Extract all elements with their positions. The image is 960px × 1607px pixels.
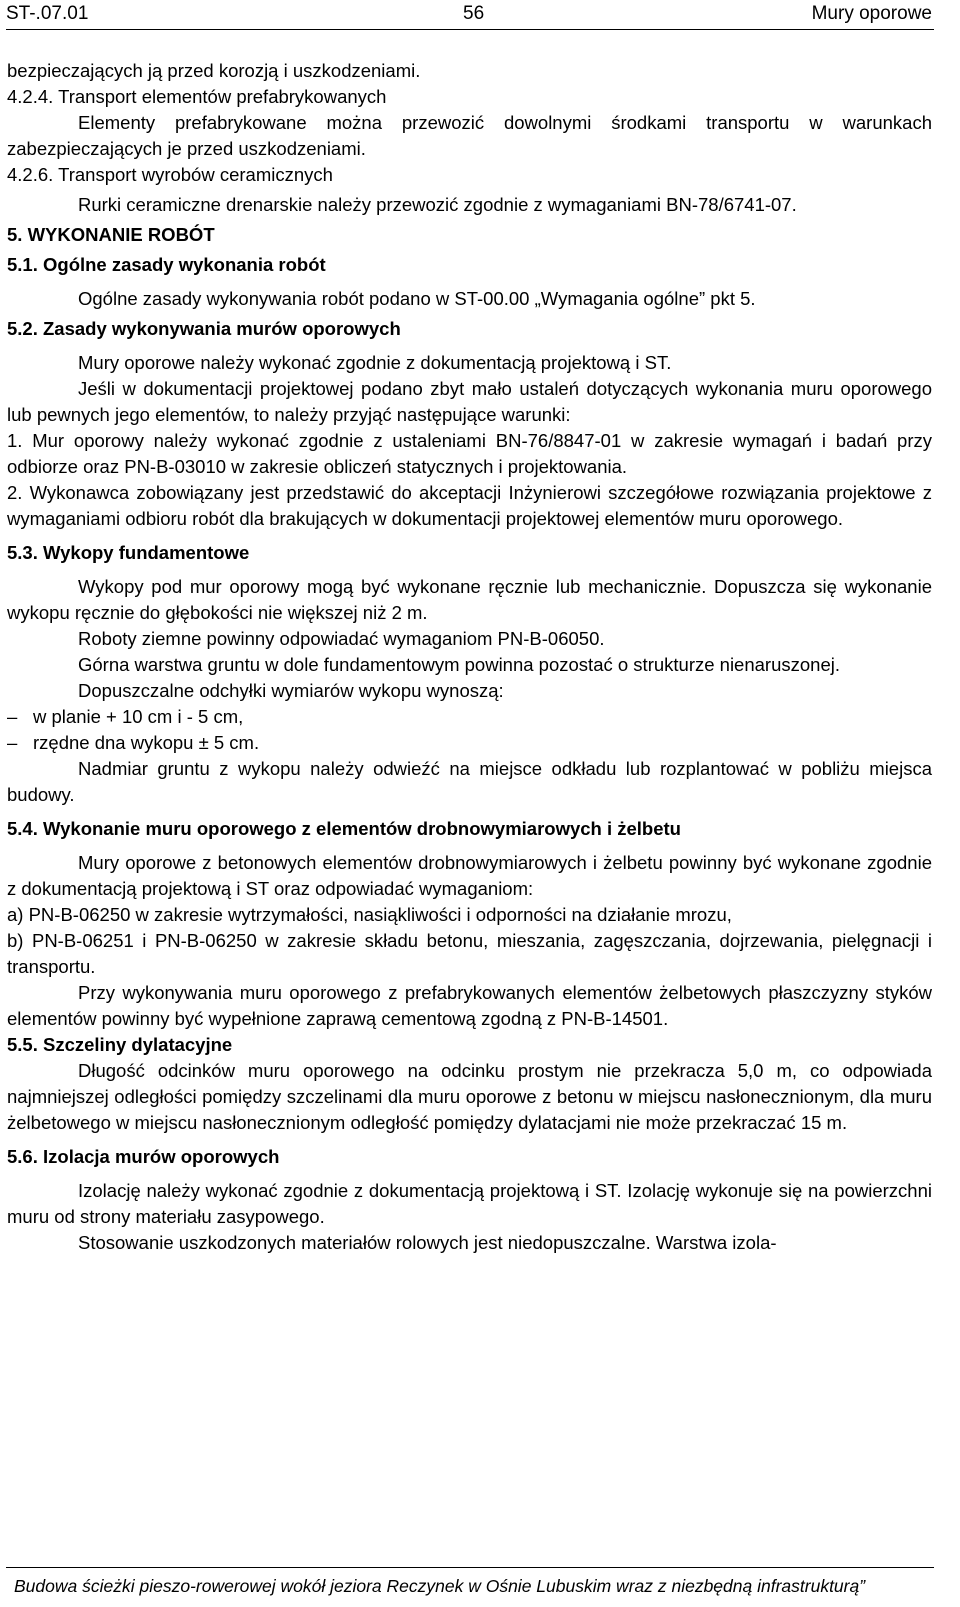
paragraph: b) PN-B-06251 i PN-B-06250 w zakresie składu betonu, mieszania, zagęszczania, dojrzewania, pielęgnacji i transportu. [7, 930, 932, 977]
document-body [7, 58, 932, 1256]
header-section-title: Mury oporowe [811, 3, 932, 24]
paragraph: Górna warstwa gruntu w dole fundamentowym powinna pozostać o strukturze nienaruszonej. [78, 654, 840, 675]
list-item-text: w planie + 10 cm i - 5 cm, [33, 706, 244, 727]
paragraph: 1. Mur oporowy należy wykonać zgodnie z ustaleniami BN-76/8847-01 w zakresie wymagań i badań przy odbiorze oraz PN-B-03010 w zakresie obliczeń statycznych i projektowania. [7, 430, 932, 477]
paragraph: Długość odcinków muru oporowego na odcinku prostym nie przekracza 5,0 m, co odpowiada najmniejszej odległości pomiędzy szczelinami dla muru oporowe z betonu w miejscu nasłonecznionym, dla muru żelbetowego w miejscu nasłonecznionym odległość pomiędzy dylatacjami nie może przekraczać 15 m. [7, 1060, 932, 1133]
header-rule [6, 29, 934, 30]
paragraph: Izolację należy wykonać zgodnie z dokumentacją projektową i ST. Izolację wykonuje się na powierzchni muru od strony materiału zasypowego. [7, 1180, 932, 1227]
section-heading: 5.6. Izolacja murów oporowych [7, 1146, 280, 1167]
header-spec-code: ST-.07.01 [6, 3, 89, 24]
section-heading: 5.2. Zasady wykonywania murów oporowych [7, 318, 401, 339]
paragraph: Ogólne zasady wykonywania robót podano w ST-00.00 „Wymagania ogólne” pkt 5. [78, 288, 756, 309]
list-item [7, 704, 932, 730]
paragraph: 4.2.6. Transport wyrobów ceramicznych [7, 164, 333, 185]
list-item-text: rzędne dna wykopu ± 5 cm. [33, 732, 260, 753]
paragraph: 2. Wykonawca zobowiązany jest przedstawić do akceptacji Inżynierowi szczegółowe rozwiązania projektowe z wymaganiami odbioru robót dla brakujących w dokumentacji projektowej elementów muru oporowego. [7, 482, 932, 529]
page-header [6, 2, 932, 26]
list-dash: – [7, 706, 18, 727]
paragraph: Stosowanie uszkodzonych materiałów rolowych jest niedopuszczalne. Warstwa izola- [78, 1232, 777, 1253]
list-dash: – [7, 732, 18, 753]
footer-rule [6, 1567, 934, 1568]
paragraph: Roboty ziemne powinny odpowiadać wymaganiom PN-B-06050. [78, 628, 605, 649]
paragraph: bezpieczających ją przed korozją i uszkodzeniami. [7, 60, 421, 81]
paragraph: a) PN-B-06250 w zakresie wytrzymałości, nasiąkliwości i odporności na działanie mrozu, [7, 904, 732, 925]
section-heading: 5.5. Szczeliny dylatacyjne [7, 1034, 233, 1055]
paragraph: Jeśli w dokumentacji projektowej podano zbyt mało ustaleń dotyczących wykonania muru oporowego lub pewnych jego elementów, to należy przyjąć następujące warunki: [7, 378, 932, 425]
paragraph: Przy wykonywania muru oporowego z prefabrykowanych elementów żelbetowych płaszczyzny styków elementów powinny być wypełnione zaprawą cementową zgodną z PN-B-14501. [7, 982, 932, 1029]
section-heading: 5.3. Wykopy fundamentowe [7, 542, 250, 563]
page-footer: Budowa ścieżki pieszo-rowerowej wokół jeziora Reczynek w Ośnie Lubuskim wraz z niezbędną infrastrukturą” [14, 1576, 866, 1596]
section-heading: 5. WYKONANIE ROBÓT [7, 224, 215, 245]
paragraph: Mury oporowe należy wykonać zgodnie z dokumentacją projektową i ST. [78, 352, 672, 373]
list-item [7, 730, 932, 756]
paragraph: 4.2.4. Transport elementów prefabrykowanych [7, 86, 387, 107]
paragraph: Rurki ceramiczne drenarskie należy przewozić zgodnie z wymaganiami BN-78/6741-07. [78, 194, 797, 215]
paragraph: Dopuszczalne odchyłki wymiarów wykopu wynoszą: [78, 680, 504, 701]
section-heading: 5.1. Ogólne zasady wykonania robót [7, 254, 326, 275]
section-heading: 5.4. Wykonanie muru oporowego z elementów drobnowymiarowych i żelbetu [7, 818, 681, 839]
header-page-number: 56 [463, 3, 485, 24]
paragraph: Mury oporowe z betonowych elementów drobnowymiarowych i żelbetu powinny być wykonane zgodnie z dokumentacją projektową i ST oraz odpowiadać wymaganiom: [7, 852, 932, 899]
paragraph: Wykopy pod mur oporowy mogą być wykonane ręcznie lub mechanicznie. Dopuszcza się wykonanie wykopu ręcznie do głębokości nie większej niż 2 m. [7, 576, 932, 623]
paragraph: Elementy prefabrykowane można przewozić dowolnymi środkami transportu w warunkach zabezpieczających je przed uszkodzeniami. [7, 112, 932, 159]
paragraph: Nadmiar gruntu z wykopu należy odwieźć na miejsce odkładu lub rozplantować w pobliżu miejsca budowy. [7, 758, 932, 805]
